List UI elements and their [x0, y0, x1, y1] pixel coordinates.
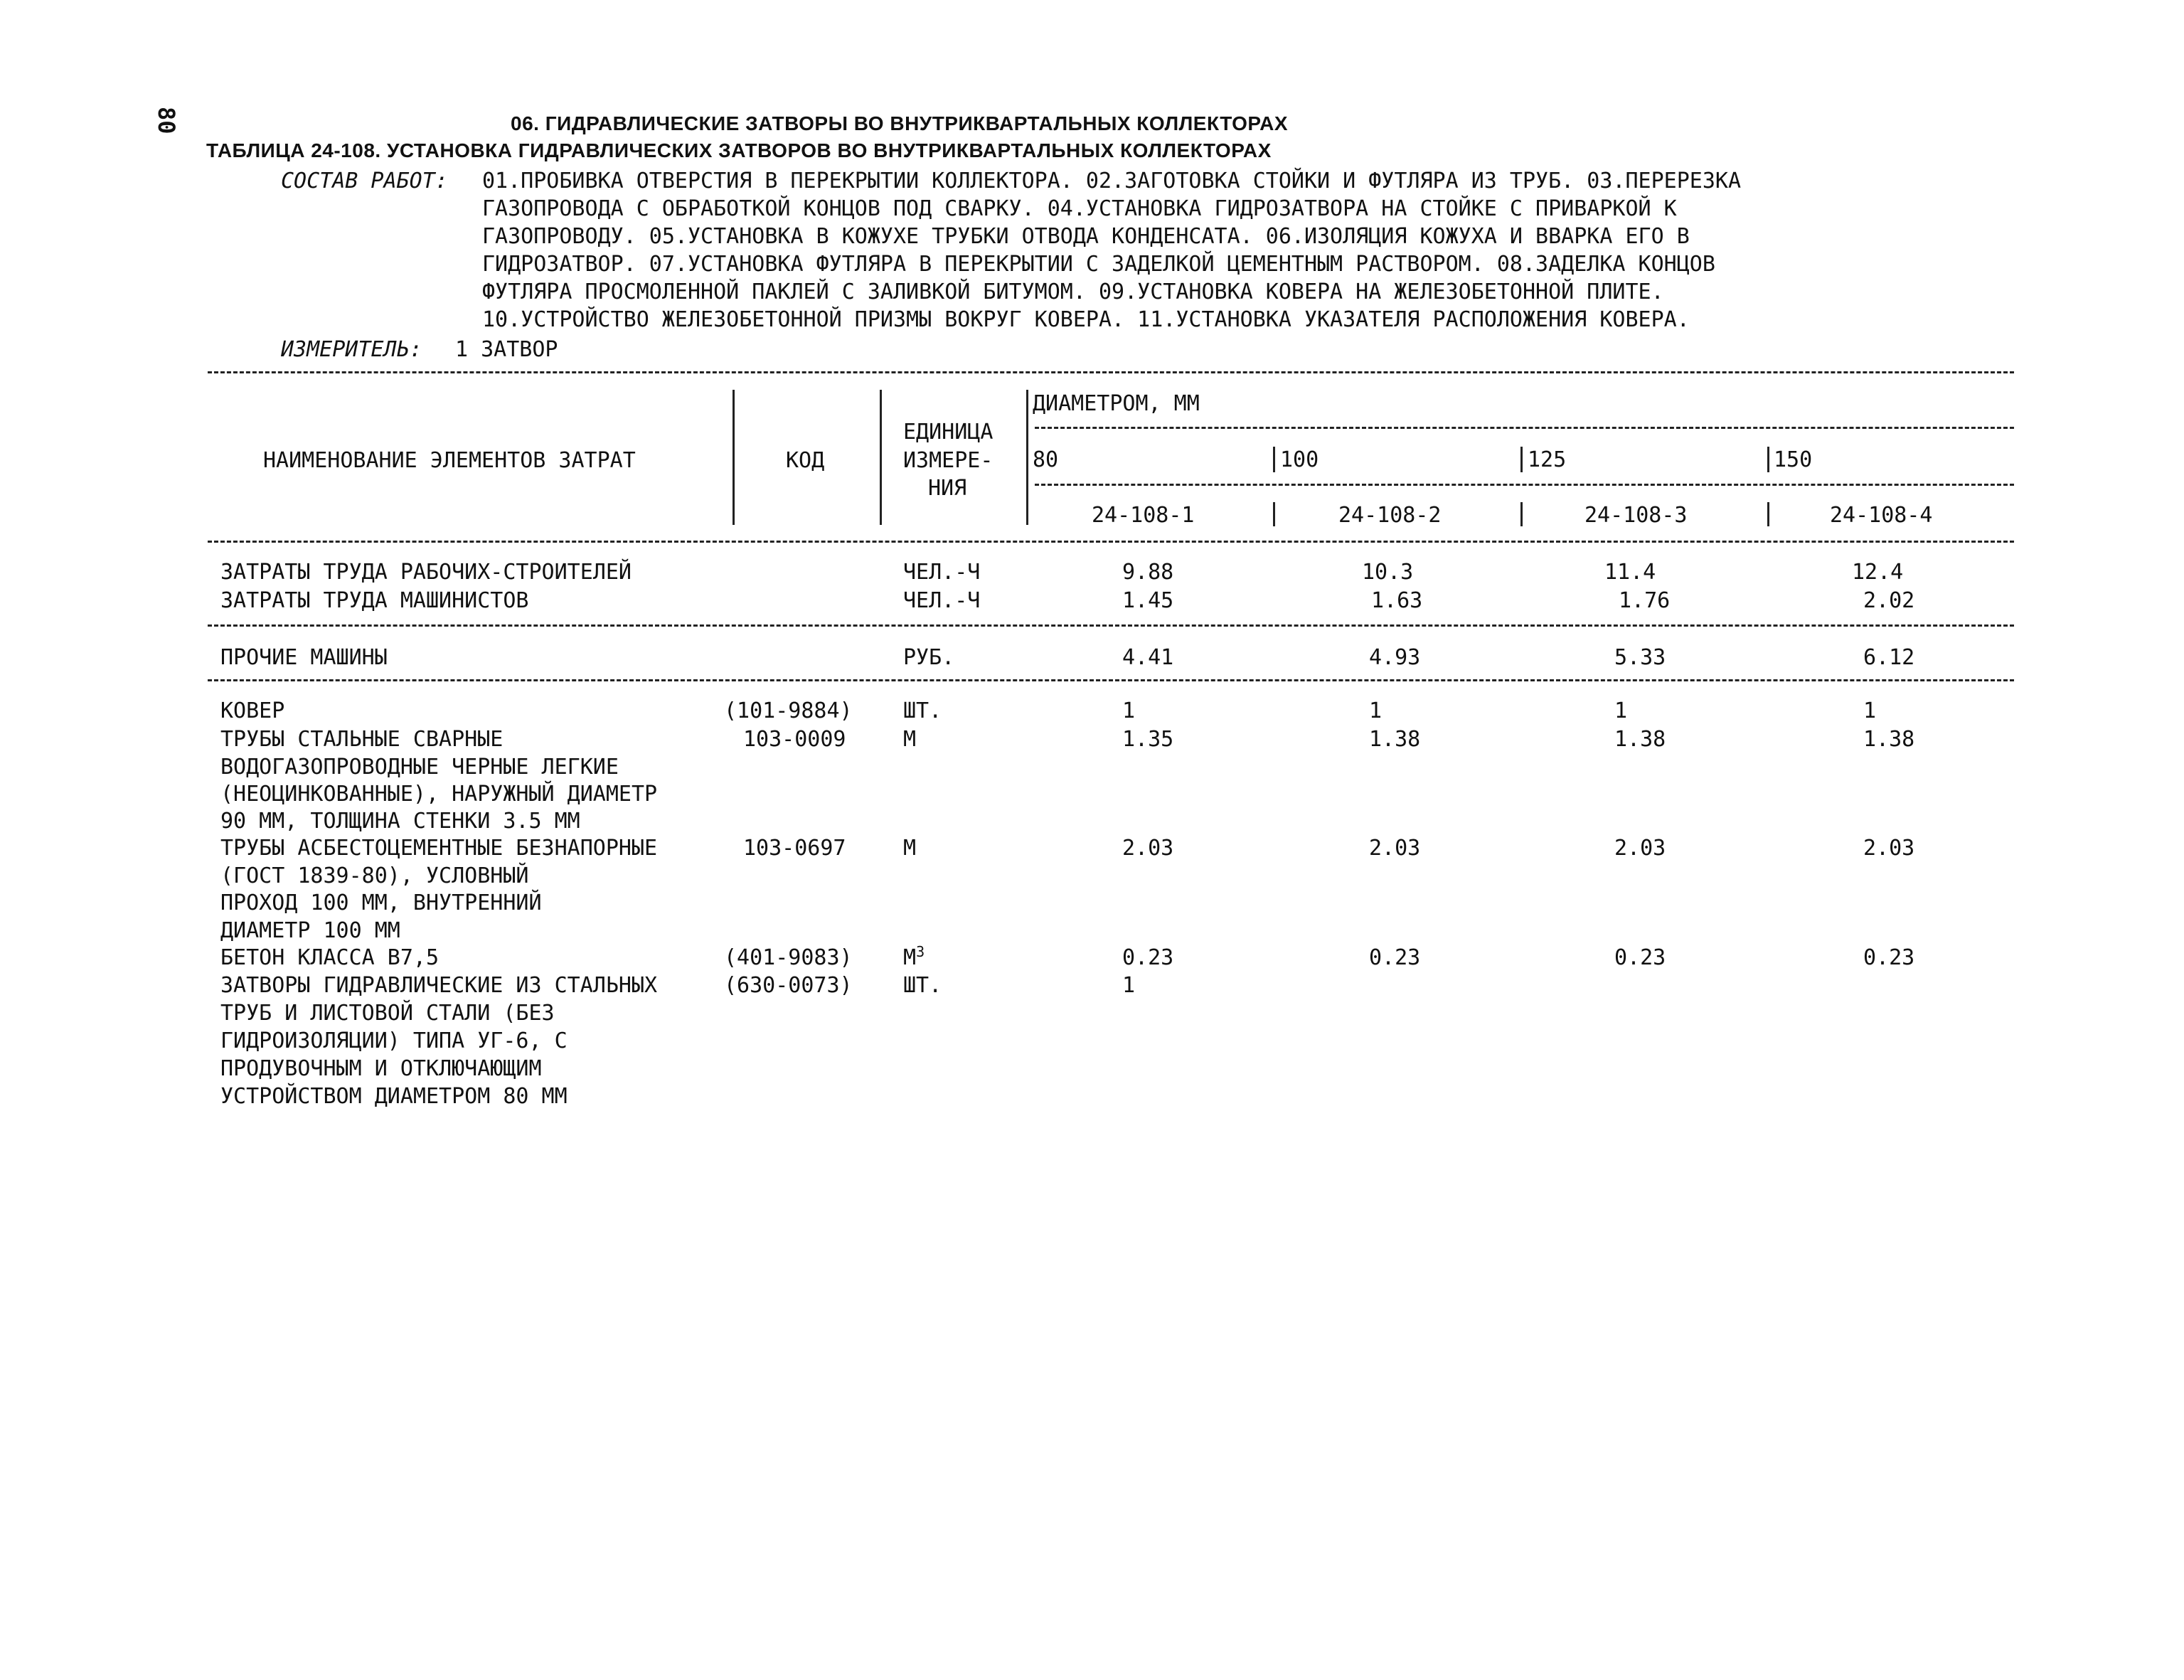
row-name: ТРУБЫ АСБЕСТОЦЕМЕНТНЫЕ БЕЗНАПОРНЫЕ: [220, 836, 658, 861]
row-name: ПРОДУВОЧНЫМ И ОТКЛЮЧАЮЩИМ: [220, 1056, 542, 1081]
table-title: ТАБЛИЦА 24-108. УСТАНОВКА ГИДРАВЛИЧЕСКИХ ЗАТВОРОВ ВО ВНУТРИКВАРТАЛЬНЫХ КОЛЛЕКТОРАХ: [206, 139, 1272, 161]
diameter-divider: [1520, 447, 1523, 472]
row-unit: ШТ.: [903, 973, 942, 998]
row-value: 1.35: [1122, 727, 1174, 752]
row-unit: ЧЕЛ.-Ч: [903, 588, 981, 613]
works-line: 10.УСТРОЙСТВО ЖЕЛЕЗОБЕТОННОЙ ПРИЗМЫ ВОКРУГ КОВЕРА. 11.УСТАНОВКА УКАЗАТЕЛЯ РАСПОЛОЖЕНИЯ КОВЕРА.: [482, 307, 1690, 332]
page-number: 80: [153, 107, 180, 134]
row-name: 90 ММ, ТОЛЩИНА СТЕНКИ 3.5 ММ: [220, 809, 580, 834]
row-value: 6.12: [1863, 645, 1915, 670]
row-value: 5.33: [1614, 645, 1666, 670]
row-name: КОВЕР: [220, 698, 285, 723]
column-code-2: 24-108-2: [1338, 503, 1442, 528]
diameter-125: 125: [1528, 447, 1567, 472]
header-unit-1: ЕДИНИЦА: [903, 420, 994, 445]
row-name: ГИДРОИЗОЛЯЦИИ) ТИПА УГ-6, С: [220, 1028, 568, 1053]
row-code: (101-9884): [724, 698, 853, 723]
row-value: 1: [1122, 698, 1136, 723]
diameter-divider: [1273, 447, 1275, 472]
column-code-3: 24-108-3: [1584, 503, 1688, 528]
row-value: 0.23: [1614, 945, 1666, 970]
row-name: ТРУБ И ЛИСТОВОЙ СТАЛИ (БЕЗ: [220, 1001, 555, 1026]
group-rule: [208, 679, 2014, 681]
row-value: 1: [1122, 973, 1136, 998]
row-name: ЗАТВОРЫ ГИДРАВЛИЧЕСКИЕ ИЗ СТАЛЬНЫХ: [220, 973, 658, 998]
header-mid-rule: [1035, 427, 2014, 429]
works-line: ГИДРОЗАТВОР. 07.УСТАНОВКА ФУТЛЯРА В ПЕРЕКРЫТИИ С ЗАДЕЛКОЙ ЦЕМЕНТНЫМ РАСТВОРОМ. 08.ЗАДЕЛКА КОНЦОВ: [482, 252, 1715, 277]
row-name: ПРОЧИЕ МАШИНЫ: [220, 645, 388, 670]
row-unit: РУБ.: [903, 645, 955, 670]
row-value: 12.4: [1852, 560, 1904, 585]
row-value: 1: [1863, 698, 1877, 723]
code-divider: [1520, 502, 1523, 526]
row-code: (401-9083): [724, 945, 853, 970]
header-unit-2: ИЗМЕРЕ-: [903, 448, 994, 473]
row-code: 103-0697: [743, 836, 846, 861]
works-line: ГАЗОПРОВОДУ. 05.УСТАНОВКА В КОЖУХЕ ТРУБКИ ОТВОДА КОНДЕНСАТА. 06.ИЗОЛЯЦИЯ КОЖУХА И ВВАРКА ЕГО В: [482, 224, 1690, 249]
measure-label: ИЗМЕРИТЕЛЬ:: [281, 337, 422, 362]
row-unit: М: [903, 836, 917, 861]
row-code: (630-0073): [724, 973, 853, 998]
column-code-4: 24-108-4: [1830, 503, 1933, 528]
code-divider: [1273, 502, 1275, 526]
row-value: 1.38: [1369, 727, 1421, 752]
works-label: СОСТАВ РАБОТ:: [281, 169, 448, 193]
row-code: 103-0009: [743, 727, 846, 752]
row-unit: М: [903, 727, 917, 752]
row-value: 4.41: [1122, 645, 1174, 670]
row-name: БЕТОН КЛАССА В7,5: [220, 945, 440, 970]
row-value: 1: [1614, 698, 1628, 723]
row-value: 2.03: [1122, 836, 1174, 861]
row-value: 2.03: [1614, 836, 1666, 861]
row-name: ЗАТРАТЫ ТРУДА РАБОЧИХ-СТРОИТЕЛЕЙ: [220, 560, 632, 585]
row-name: ПРОХОД 100 ММ, ВНУТРЕННИЙ: [220, 890, 542, 915]
header-name: НАИМЕНОВАНИЕ ЭЛЕМЕНТОВ ЗАТРАТ: [263, 448, 636, 473]
row-value: 0.23: [1863, 945, 1915, 970]
row-value: 1.76: [1619, 588, 1671, 613]
row-value: 9.88: [1122, 560, 1174, 585]
row-value: 2.03: [1369, 836, 1421, 861]
row-value: 11.4: [1604, 560, 1656, 585]
works-line: ГАЗОПРОВОДА С ОБРАБОТКОЙ КОНЦОВ ПОД СВАРКУ. 04.УСТАНОВКА ГИДРОЗАТВОРА НА СТОЙКЕ С ПРИВАРКОЙ К: [482, 196, 1677, 221]
row-name: ВОДОГАЗОПРОВОДНЫЕ ЧЕРНЫЕ ЛЕГКИЕ: [220, 755, 619, 780]
row-name: ЗАТРАТЫ ТРУДА МАШИНИСТОВ: [220, 588, 529, 613]
row-value: 1.38: [1863, 727, 1915, 752]
row-name: УСТРОЙСТВОМ ДИАМЕТРОМ 80 ММ: [220, 1084, 568, 1109]
measure-value: 1 ЗАТВОР: [455, 337, 558, 362]
works-line: ФУТЛЯРА ПРОСМОЛЕННОЙ ПАКЛЕЙ С ЗАЛИВКОЙ БИТУМОМ. 09.УСТАНОВКА КОВЕРА НА ЖЕЛЕЗОБЕТОННОЙ ПЛИТЕ.: [482, 280, 1664, 304]
column-code-1: 24-108-1: [1092, 503, 1195, 528]
header-divider: [1026, 390, 1028, 525]
code-divider: [1767, 502, 1769, 526]
row-unit: ШТ.: [903, 698, 942, 723]
row-name: ТРУБЫ СТАЛЬНЫЕ СВАРНЫЕ: [220, 727, 504, 752]
row-unit: ЧЕЛ.-Ч: [903, 560, 981, 585]
row-name: (ГОСТ 1839-80), УСЛОВНЫЙ: [220, 863, 529, 888]
diameter-80: 80: [1033, 447, 1059, 472]
diameter-100: 100: [1280, 447, 1319, 472]
header-mid-rule: [1035, 484, 2014, 486]
works-line: 01.ПРОБИВКА ОТВЕРСТИЯ В ПЕРЕКРЫТИИ КОЛЛЕКТОРА. 02.ЗАГОТОВКА СТОЙКИ И ФУТЛЯРА ИЗ ТРУБ. 03.ПЕРЕРЕЗКА: [482, 169, 1742, 193]
header-unit-3: НИЯ: [928, 476, 967, 501]
row-value: 2.02: [1863, 588, 1915, 613]
header-divider: [733, 390, 735, 525]
row-name: (НЕОЦИНКОВАННЫЕ), НАРУЖНЫЙ ДИАМЕТР: [220, 782, 658, 807]
diameter-150: 150: [1774, 447, 1813, 472]
row-value: 2.03: [1863, 836, 1915, 861]
header-diameter: ДИАМЕТРОМ, ММ: [1033, 391, 1200, 416]
row-value: 1: [1369, 698, 1383, 723]
header-divider: [880, 390, 882, 525]
diameter-divider: [1767, 447, 1769, 472]
header-top-rule: [208, 371, 2014, 373]
row-name: ДИАМЕТР 100 ММ: [220, 918, 400, 943]
header-code: КОД: [786, 448, 825, 473]
row-value: 1.45: [1122, 588, 1174, 613]
row-value: 10.3: [1362, 560, 1414, 585]
group-rule: [208, 624, 2014, 627]
section-title: 06. ГИДРАВЛИЧЕСКИЕ ЗАТВОРЫ ВО ВНУТРИКВАРТАЛЬНЫХ КОЛЛЕКТОРАХ: [511, 112, 1289, 134]
row-value: 1.63: [1371, 588, 1423, 613]
row-value: 0.23: [1122, 945, 1174, 970]
header-bottom-rule: [208, 541, 2014, 543]
row-value: 0.23: [1369, 945, 1421, 970]
row-value: 1.38: [1614, 727, 1666, 752]
row-value: 4.93: [1369, 645, 1421, 670]
row-unit: $М^3$: [903, 943, 925, 970]
